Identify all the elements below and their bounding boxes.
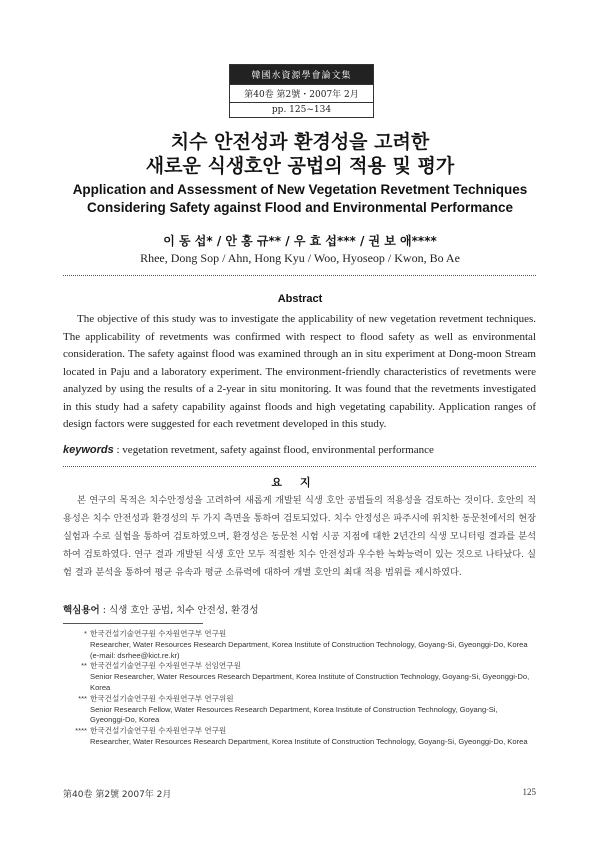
title-english-line-2: Considering Safety against Flood and Environmental Performance [86, 200, 514, 215]
footnote-item [63, 661, 536, 693]
footnote-line: 한국건설기술연구원 수자원연구부 연구원 [90, 629, 227, 638]
footnote-line: Researcher, Water Resources Research Department, Korea Institute of Construction Technology, Goyang-Si, Gyeonggi-Do, Korea [90, 639, 528, 649]
footnote-item [63, 629, 536, 661]
footnote-line: 한국건설기술연구원 수자원연구부 연구원 [90, 726, 227, 736]
authors-korean: 이 동 섭* / 안 홍 규** / 우 효 섭*** / 권 보 애**** [163, 234, 437, 248]
footnote-line: Senior Research Fellow, Water Resources Research Department, Korea Institute of Construction Technology, Goyang-Si, Gyeonggi-Do, Korea [90, 704, 498, 725]
footnote-divider [63, 623, 203, 624]
footnote-line: Senior Researcher, Water Resources Research Department, Korea Institute of Construction Technology, Goyang-Si, Gyeonggi-Do, Korea [90, 672, 530, 692]
keywords-text: : vegetation revetment, safety against flood, environmental performance [116, 444, 434, 456]
title-korean-line-2: 새로운 식생호안 공법의 적용 및 평가 [145, 155, 455, 177]
authors-english: Rhee, Dong Sop / Ahn, Hong Kyu / Woo, Hyoseop / Kwon, Bo Ae [140, 251, 460, 265]
divider [63, 466, 536, 467]
divider [63, 275, 536, 276]
abstract-text: The objective of this study was to investigate the applicability of new vegetation revetment techniques. The applicability of revetments was confirmed with respect to flood safety as well as environmental consideration. The safety against flood was examined through an in situ experiment at Dong-moon Stream located in Paju and a laboratory experiment. The environment-friendly characteristics of revetments were analyzed by using the results of a 2-year in situ monitoring. It was found that the revetments investigated in this study had a safety capability against floods and high vegetating capability. Application ranges of design factors were suggested for each revetment developed in this study. [63, 313, 536, 430]
keywords-line [63, 444, 536, 456]
korean-summary-heading: 요지 [271, 476, 329, 489]
korean-keywords-line [63, 602, 536, 616]
footnote-email: (e-mail: dsrhee@kict.re.kr) [90, 650, 180, 660]
footnotes [63, 629, 536, 748]
journal-header-box [229, 64, 374, 118]
footnote-mark: *** [78, 693, 87, 703]
abstract-heading: Abstract [277, 293, 323, 305]
footnote-line: 한국건설기술연구원 수자원연구부 연구위원 [90, 693, 234, 703]
korean-summary-text: 본 연구의 목적은 치수안정성을 고려하여 새롭게 개발된 식생 호안 공법들의 적용성을 검토하는 것이다. 호안의 적용성은 치수 안전성과 환경성의 두 가지 측면을 통하여 검토되었다. 치수 안정성은 파주시에 위치한 동문천에서의 현장 실험과 수로 실험을 통하여 검토하였으며, 환경성은 동문천 시험 시공 지점에 대한 2년간의 식생 모니터링 결과를 분석하여 검토하였다. 연구 결과 개발된 식생 호안 모두 적절한 치수 안전성과 우수한 녹화능력이 있는 것으로 나타났다. 실험 결과 분석을 통하여 평균 유속과 평균 소류력에 대하여 개별 호안의 최대 적용 범위를 제시하였다. [63, 495, 536, 578]
footnote-line: 한국건설기술연구원 수자원연구부 선임연구원 [90, 661, 241, 671]
korean-keywords-label: 핵심용어 [63, 605, 100, 616]
page-number: 125 [522, 787, 536, 797]
footer-journal-info: 第40卷 第2號 2007年 2月 [63, 790, 172, 800]
title-korean-line-1: 치수 안전성과 환경성을 고려한 [170, 131, 430, 153]
footnote-item [63, 726, 536, 748]
title-english-line-1: Application and Assessment of New Vegetation Revetment Techniques [72, 182, 528, 197]
footnote-mark: * [84, 629, 87, 638]
journal-name: 韓國水資源學會論文集 [230, 65, 373, 85]
journal-volume-issue: 第40卷 第2號・2007年 2月 [230, 85, 373, 103]
footnote-line: Researcher, Water Resources Research Department, Korea Institute of Construction Technology, Goyang-Si, Gyeonggi-Do, Korea [90, 736, 528, 746]
korean-keywords-text: : 식생 호안 공법, 치수 안전성, 환경성 [102, 605, 259, 616]
footnote-item [63, 694, 536, 726]
footnote-mark: ** [81, 661, 87, 671]
footnote-mark: **** [75, 726, 87, 736]
journal-pages: pp. 125~134 [271, 105, 332, 115]
keywords-label: keywords [63, 444, 114, 456]
